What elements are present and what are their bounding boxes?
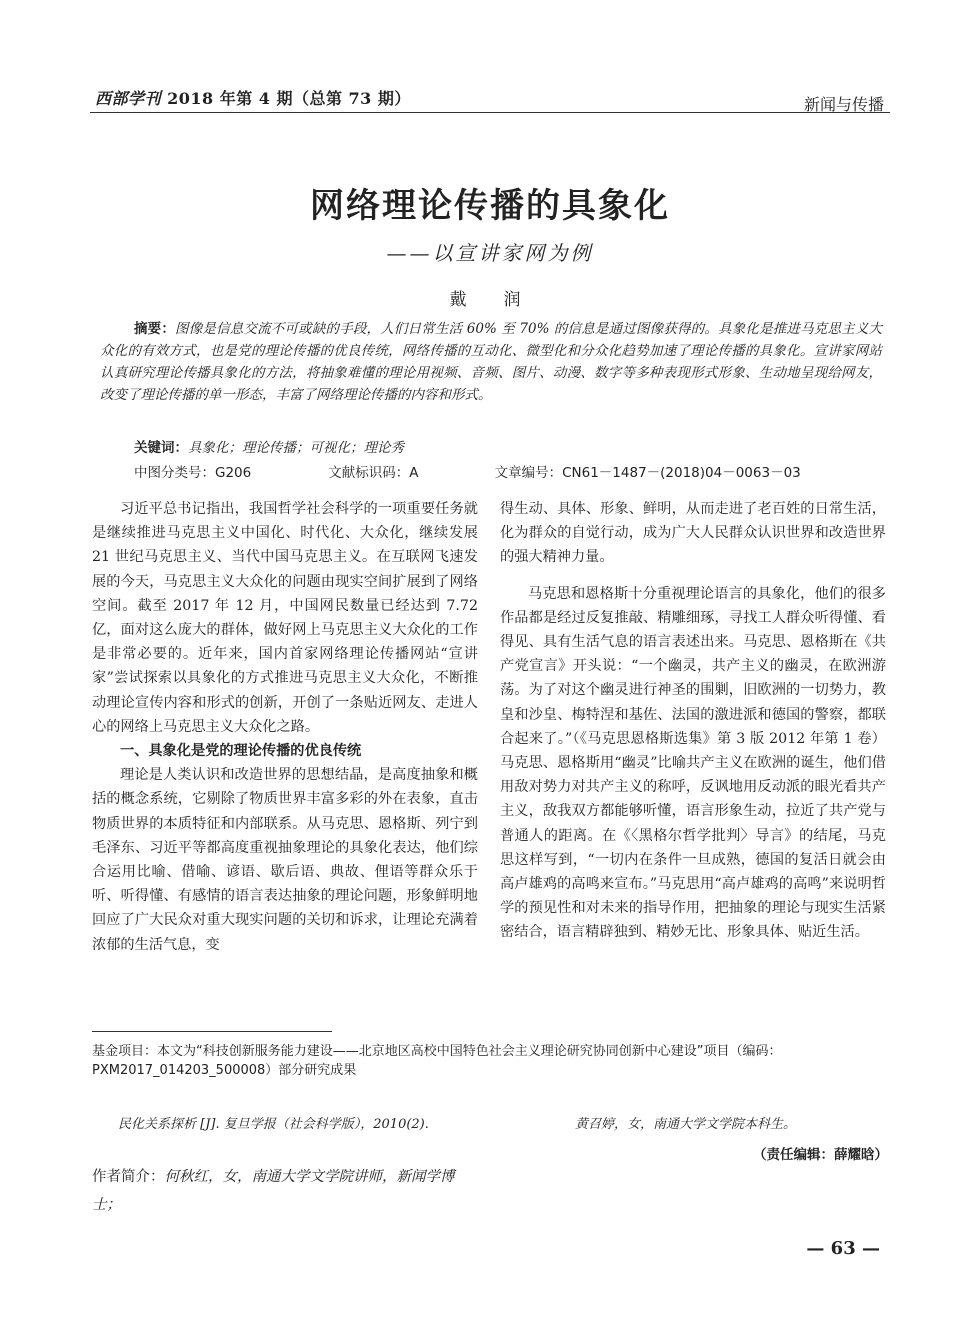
clc-number: 中图分类号：G206: [134, 465, 252, 481]
issue-info: 2018 年第 4 期（总第 73 期）: [167, 89, 411, 108]
bio-label: 作者简介：: [92, 1169, 165, 1185]
fund-note: 基金项目：本文为“科技创新服务能力建设——北京地区高校中国特色社会主义理论研究协同创新中心建设”项目（编码：PXM2017_014203_500008）部分研究成果: [92, 1044, 782, 1078]
abstract-label: 摘要：: [134, 321, 176, 337]
footnote-rule: [92, 1031, 332, 1032]
section-name: 新闻与传播: [803, 95, 884, 114]
article-author: 戴 润: [449, 290, 531, 310]
bio-text: 何秋红，女，南通大学文学院讲师，新闻学博士；: [92, 1169, 455, 1213]
journal-name: 西部学刊: [95, 89, 162, 108]
journal-header: [95, 86, 411, 109]
article-subtitle: ——以宣讲家网为例: [386, 241, 594, 265]
author-bio: [92, 1163, 482, 1219]
article-meta: [134, 461, 894, 481]
header-rule: [90, 112, 890, 113]
section-heading: 一、具象化是党的理论传播的优良传统: [120, 743, 362, 760]
paragraph: 马克思和恩格斯十分重视理论语言的具象化，他们的很多作品都是经过反复推敲、精雕细琢，寻找工人群众听得懂、看得见、具有生活气息的语言表述出来。马克思、恩格斯在《共产党宣言》开头说：“一个幽灵，共产主义的幽灵，在欧洲游荡。为了对这个幽灵进行神圣的围剿，旧欧洲的一切势力，教皇和沙皇、梅特涅和基佐、法国的激进派和德国的警察，都联合起来了。”（《马克思恩格斯选集》第 3 版 2012 年第 1 卷）马克思、恩格斯用“幽灵”比喻共产主义在欧洲的诞生，他们借用敌对势力对共产主义的称呼，反讽地用反动派的眼光看共产主义，敌我双方都能够听懂，语言形象生动，拉近了共产党与普通人的距离。在《〈黑格尔哲学批判〉导言》的结尾，马克思这样写到，“一切内在条件一旦成熟，德国的复活日就会由高卢雄鸡的高鸣来宣布。”马克思用“高卢雄鸡的高鸣”来说明哲学的预见性和对未来的指导作用，把抽象的理论与现实生活紧密结合，语言精辟独到、精妙无比、形象具体、贴近生活。: [500, 585, 886, 941]
keywords-label: 关键词：: [134, 440, 188, 456]
editor-note: （责任编辑：薛耀晗）: [753, 1147, 888, 1163]
abstract-text: 图像是信息交流不可或缺的手段，人们日常生活 60% 至 70% 的信息是通过图像获得的。具象化是推进马克思主义大众化的有效方式，也是党的理论传播的优良传统，网络传播的互动化、微型化和分众化趋势加速了理论传播的具象化。宣讲家网站认真研究理论传播具象化的方法，将抽象难懂的理论用视频、音频、图片、动漫、数字等多种表现形式形象、生动地呈现给网友，改变了理论传播的单一形态，丰富了网络理论传播的内容和形式。: [100, 321, 882, 403]
body-column-right: [500, 497, 886, 945]
page-number: — 63 —: [806, 1238, 880, 1259]
body-column-left: [92, 497, 478, 957]
abstract: [100, 318, 882, 406]
paragraph: 得生动、具体、形象、鲜明，从而走进了老百姓的日常生活，化为群众的自觉行动，成为广大人民群众认识世界和改造世界的强大精神力量。: [500, 501, 886, 566]
article-number: 文章编号：CN61－1487－(2018)04－0063－03: [494, 465, 801, 481]
paragraph: 理论是人类认识和改造世界的思想结晶，是高度抽象和概括的概念系统，它剔除了物质世界丰富多彩的外在表象，直击物质世界的本质特征和内部联系。从马克思、恩格斯、列宁到毛泽东、习近平等都高度重视抽象理论的具象化表达，他们综合运用比喻、借喻、谚语、歇后语、典故、俚语等群众乐于听、听得懂、有感情的语言表达抽象的理论问题，形象鲜明地回应了广大民众对重大现实问题的关切和诉求，让理论充满着浓郁的生活气息，变: [92, 767, 478, 953]
author-bio-fragment: 黄召婷，女，南通大学文学院本科生。: [575, 1117, 797, 1132]
reference-fragment: 民化关系探析 [J]. 复旦学报（社会科学版），2010(2).: [118, 1117, 429, 1132]
keywords-text: 具象化；理论传播；可视化；理论秀: [188, 440, 404, 456]
article-title: 网络理论传播的具象化: [310, 186, 670, 226]
paragraph: 习近平总书记指出，我国哲学社会科学的一项重要任务就是继续推进马克思主义中国化、时代化、大众化，继续发展 21 世纪马克思主义、当代中国马克思主义。在互联网飞速发展的今天，马克思主义大众化的问题由现实空间扩展到了网络空间。截至 2017 年 12 月，中国网民数量已经达到 7.72 亿，面对这么庞大的群体，做好网上马克思主义大众化的工作是非常必要的。近年来，国内首家网络理论传播网站“宣讲家”尝试探索以具象化的方式推进马克思主义大众化，不断推动理论宣传内容和形式的创新，开创了一条贴近网友、走进人心的网络上马克思主义大众化之路。: [92, 501, 478, 735]
document-code: 文献标识码：A: [328, 465, 419, 481]
keywords: [134, 436, 404, 456]
